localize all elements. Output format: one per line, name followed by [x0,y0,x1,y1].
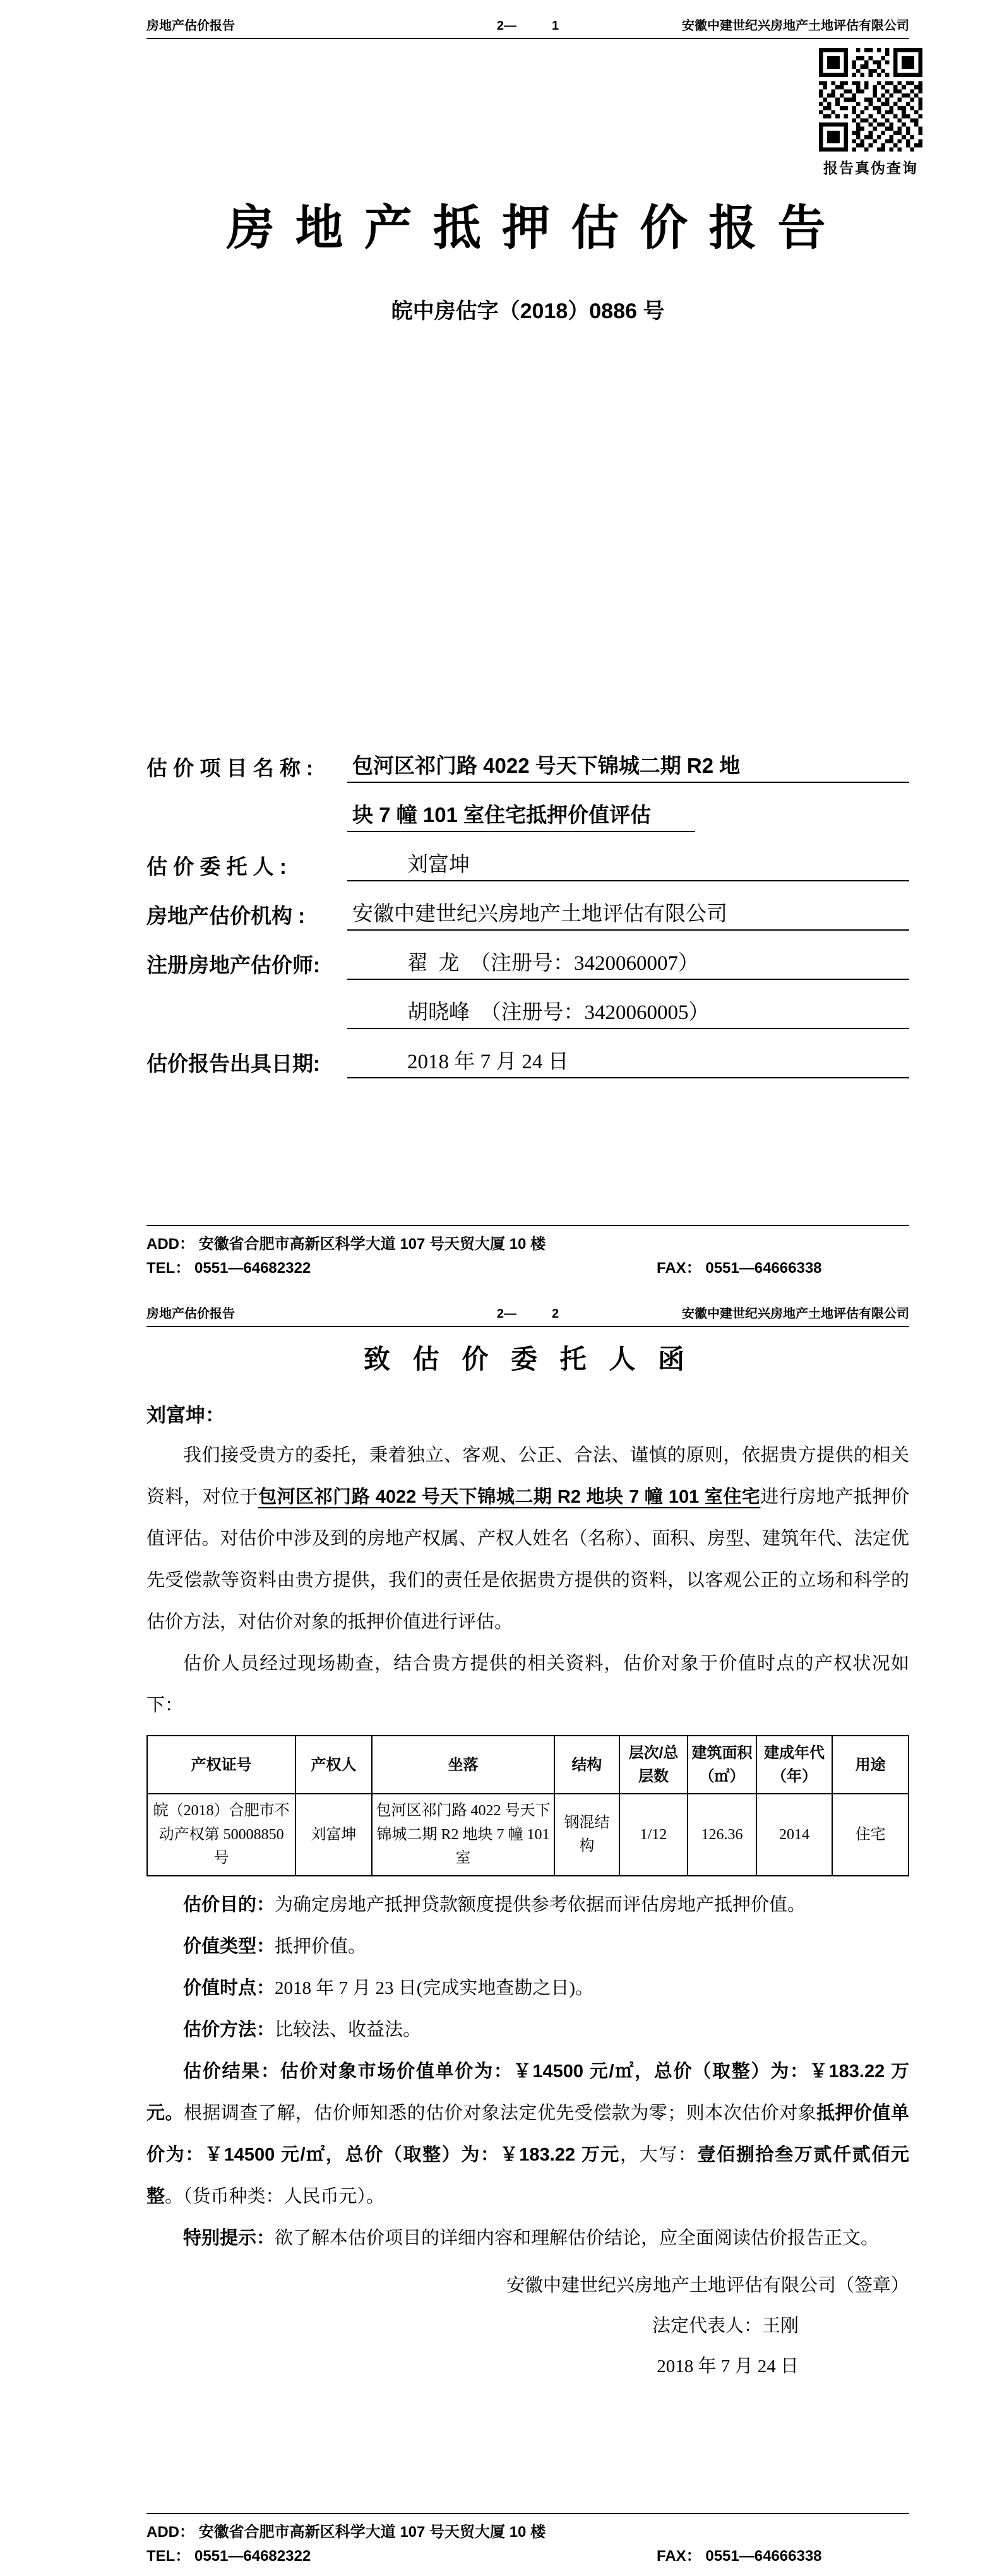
letter-paragraph-1 [146,1434,909,1643]
report-title: 房 地 产 抵 押 估 价 报 告 [226,201,830,255]
item-value-date-text: 2018 年 7 月 23 日(完成实地查勘之日)。 [275,1977,594,1998]
signature-date: 2018 年 7 月 24 日 [657,2356,799,2376]
page-footer [146,2513,909,2568]
field-label-appraiser: 注册房地产估价师: [146,953,320,977]
property-rights-table [146,1735,909,1876]
field-row-project [146,734,909,783]
item-result [146,2051,909,2217]
item-method [146,2009,909,2051]
field-value-project-line1: 包河区祁门路 4022 号天下锦城二期 R2 地 [347,749,909,783]
header-page-info [497,19,559,33]
item-purpose-text: 为确定房地产抵押贷款额度提供参考依据而评估房地产抵押价值。 [275,1894,806,1915]
col-header-structure: 结构 [554,1736,619,1794]
table-row [147,1794,909,1876]
field-row-issue-date [146,1029,909,1078]
field-row-client [146,832,909,881]
page-header [146,15,909,39]
item-value-type-label: 价值类型： [183,1936,275,1957]
letter-title: 致 估 价 委 托 人 函 [363,1344,692,1374]
header-page-info [497,1307,559,1321]
result-normal-2: ，大写： [620,2144,698,2165]
table-header-row [147,1736,909,1794]
field-value-project-line2: 块 7 幢 101 室住宅抵押价值评估 [347,799,695,832]
field-value-appraiser-1: 翟 龙 （注册号：3420060007） [347,946,909,980]
field-row-appraiser-1 [146,931,909,980]
result-bold-3: 壹佰捌拾叁万贰仟贰佰元整 [146,2144,909,2207]
col-header-location: 坐落 [372,1736,554,1794]
cell-owner: 刘富坤 [295,1794,372,1876]
letter-paragraph-2: 估价人员经过现场勘查，结合贵方提供的相关资料，估价对象于价值时点的产权状况如下： [146,1654,909,1715]
field-value-issue-date: 2018 年 7 月 24 日 [347,1045,909,1078]
footer-fax: FAX： 0551—64666338 [657,2548,822,2565]
property-descriptor: 包河区祁门路 4022 号天下锦城二期 R2 地块 7 幢 101 室住宅 [258,1487,761,1507]
qr-block [819,48,922,177]
header-company: 安徽中建世纪兴房地产土地评估有限公司 [682,19,909,33]
header-pages-total: 2— [496,19,516,33]
item-value-type [146,1926,909,1967]
field-label-issue-date: 估价报告出具日期: [146,1052,320,1075]
page-footer [146,1225,909,1280]
field-value-client: 刘富坤 [347,848,909,881]
footer-address: ADD： 安徽省合肥市高新区科学大道 107 号天贸大厦 10 楼 [146,2524,546,2541]
cell-year: 2014 [756,1794,833,1876]
signature-representative: 法定代表人：王刚 [652,2315,799,2336]
cell-location: 包河区祁门路 4022 号天下锦城二期 R2 地块 7 幢 101 室 [372,1794,554,1876]
item-purpose [146,1884,909,1926]
cell-use: 住宅 [832,1794,909,1876]
report-number: 皖中房估字（2018）0886 号 [391,299,665,323]
header-doc-title: 房地产估价报告 [146,1307,235,1321]
col-header-area: 建筑面积（㎡） [688,1736,756,1794]
footer-tel: TEL： 0551—64682322 [146,2548,311,2565]
footer-tel: TEL： 0551—64682322 [146,1260,311,1277]
item-purpose-label: 估价目的： [183,1894,275,1915]
salutation: 刘富坤： [146,1404,225,1426]
item-notice [146,2217,909,2259]
header-pages-total: 2— [496,1307,516,1321]
signature-block [146,2265,909,2387]
cover-fields [146,734,909,1078]
cell-structure: 钢混结构 [554,1794,619,1876]
header-page-number: 1 [552,19,559,33]
signature-company: 安徽中建世纪兴房地产土地评估有限公司（签章） [506,2275,909,2296]
item-method-label: 估价方法： [183,2019,275,2040]
field-value-agency: 安徽中建世纪兴房地产土地评估有限公司 [347,897,909,931]
result-normal-1: 根据调查了解，估价师知悉的估价对象法定优先受偿款为零；则本次估价对象 [183,2102,817,2123]
field-row-agency [146,881,909,931]
col-header-year: 建成年代（年） [756,1736,833,1794]
field-value-appraiser-2: 胡晓峰 （注册号：3420060005） [347,996,909,1029]
footer-contact-line [146,1256,909,1280]
item-method-text: 比较法、收益法。 [275,2019,422,2040]
field-label-client: 估 价 委 托 人 : [146,855,287,878]
footer-address: ADD： 安徽省合肥市高新区科学大道 107 号天贸大厦 10 楼 [146,1236,546,1253]
field-label-project: 估 价 项 目 名 称 : [146,756,313,780]
col-header-owner: 产权人 [295,1736,372,1794]
item-notice-text: 欲了解本估价项目的详细内容和理解估价结论，应全面阅读估价报告正文。 [275,2227,880,2248]
field-label-agency: 房地产估价机构 : [146,904,306,927]
page-header [146,1303,909,1327]
cell-cert-no: 皖（2018）合肥市不动产权第 50008850 号 [147,1794,295,1876]
qr-code-icon [819,48,922,152]
field-label-spacer [146,1028,347,1029]
paragraph-1-before: 我们接受贵方的委托，秉着独立、客观、公正、合法、谨慎的原则，依据贵方提供的相关资料，对位于 [146,1445,909,1507]
footer-contact-line [146,2544,909,2568]
header-doc-title: 房地产估价报告 [146,19,235,33]
field-row-appraiser-2 [146,980,909,1029]
col-header-floor: 层次/总层数 [619,1736,688,1794]
result-normal-3: 。（货币种类：人民币元）。 [165,2186,385,2207]
col-header-use: 用途 [832,1736,909,1794]
cell-area: 126.36 [688,1794,756,1876]
item-value-date-label: 价值时点： [183,1977,275,1998]
footer-fax: FAX： 0551—64666338 [657,1260,822,1277]
col-header-cert-no: 产权证号 [147,1736,295,1794]
qr-caption: 报告真伪查询 [823,160,918,176]
field-row-project-cont [146,783,909,832]
result-bold-1: 估价对象市场价值单价为：￥14500 元/㎡，总价（取整）为：￥183.22 万元。 [146,2061,909,2123]
paragraph-1-after: 进行房地产抵押价值评估。对估价中涉及到的房地产权属、产权人姓名（名称）、面积、房型、建筑年代、法定优先受偿款等资料由贵方提供，我们的责任是依据贵方提供的资料，以客观公正的立场和科学的估价方法，对估价对象的抵押价值进行评估。 [146,1487,909,1632]
page-2 [0,1288,1002,2576]
item-result-label: 估价结果： [183,2061,280,2082]
item-value-type-text: 抵押价值。 [275,1936,367,1957]
header-company: 安徽中建世纪兴房地产土地评估有限公司 [682,1307,909,1321]
cell-floor: 1/12 [619,1794,688,1876]
item-value-date [146,1967,909,2009]
result-bold-2: 抵押价值单价为：￥14500 元/㎡，总价（取整）为：￥183.22 万元 [146,2102,909,2165]
item-notice-label: 特别提示： [183,2227,275,2248]
header-page-number: 2 [552,1307,559,1321]
